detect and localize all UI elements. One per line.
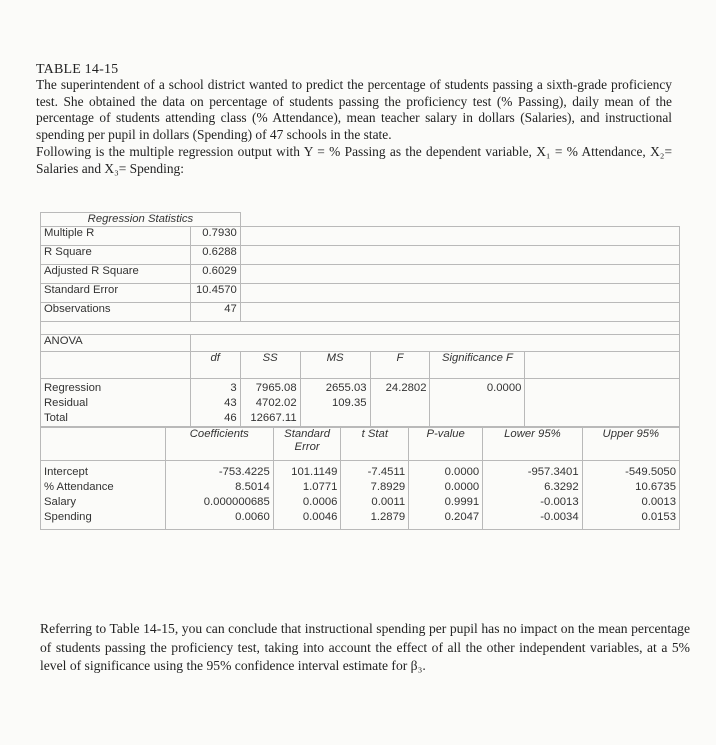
- upper-95-value: 0.0013: [641, 496, 676, 508]
- coef-label: Salary: [44, 496, 77, 508]
- table-row: [41, 303, 680, 322]
- ss-header: SS: [240, 352, 300, 379]
- stat-value: 47: [190, 303, 240, 322]
- table-header-row: [41, 428, 680, 461]
- df-regression: 3: [230, 382, 237, 394]
- upper-95-header: Upper 95%: [582, 428, 679, 461]
- table-row: [41, 335, 680, 352]
- anova-title: ANOVA: [41, 335, 191, 352]
- coef-label: Spending: [44, 511, 92, 523]
- ss-residual: 4702.02: [255, 397, 297, 409]
- t-value: 0.0011: [371, 496, 406, 508]
- f-value: 24.2802: [385, 382, 427, 394]
- problem-description: [36, 77, 672, 177]
- stat-value: 0.7930: [190, 227, 240, 246]
- ms-header: MS: [300, 352, 370, 379]
- stat-label: Adjusted R Square: [41, 265, 191, 284]
- upper-95-value: -549.5050: [625, 466, 676, 478]
- df-total: 46: [224, 412, 237, 424]
- upper-95-value: 10.6735: [635, 481, 676, 493]
- lower-95-value: 6.3292: [544, 481, 579, 493]
- t-value: -7.4511: [367, 466, 406, 478]
- regression-statistics-table: [40, 212, 680, 322]
- stat-label: R Square: [41, 246, 191, 265]
- p-value: 0.9991: [444, 496, 480, 508]
- se-value: 0.0046: [302, 511, 338, 523]
- table-row: [41, 227, 680, 246]
- ms-residual: 109.35: [331, 397, 367, 409]
- t-value: 7.8929: [370, 481, 406, 493]
- table-header-row: [41, 352, 680, 379]
- se-value: 1.0771: [302, 481, 338, 493]
- coef-value: 0.000000685: [203, 496, 270, 508]
- ms-regression: 2655.03: [325, 382, 367, 394]
- coef-label: % Attendance: [44, 481, 114, 493]
- table-row: [41, 461, 680, 530]
- coefficients-header: Coefficients: [165, 428, 273, 461]
- coef-value: 0.0060: [235, 511, 270, 523]
- coef-label: Intercept: [44, 466, 88, 478]
- df-residual: 43: [224, 397, 237, 409]
- table-heading: TABLE 14-15: [36, 62, 119, 77]
- lower-95-value: -0.0013: [540, 496, 579, 508]
- regression-output: [40, 212, 680, 530]
- p-value-header: P-value: [409, 428, 483, 461]
- conclusion-paragraph: Referring to Table 14-15, you can conclude that instructional spending per pupil has no impact on the mean percentage of students passing the proficiency test, taking into account the effect of all the other independent variables, at a 5% level of significance using the 95% confidence interval estimate for β₃.: [40, 621, 690, 674]
- upper-95-value: 0.0153: [641, 511, 676, 523]
- stat-label: Multiple R: [41, 227, 191, 246]
- coef-value: 8.5014: [235, 481, 270, 493]
- standard-error-header: Standard Error: [273, 428, 341, 461]
- ss-regression: 7965.08: [255, 382, 297, 394]
- row-label-regression: Regression: [44, 382, 102, 394]
- stat-value: 0.6288: [190, 246, 240, 265]
- lower-95-header: Lower 95%: [483, 428, 582, 461]
- stat-label: Standard Error: [41, 284, 191, 303]
- f-header: F: [370, 352, 430, 379]
- regression-statistics-title: Regression Statistics: [41, 213, 241, 227]
- significance-f-header: Significance F: [430, 352, 525, 379]
- question-text: [40, 620, 690, 676]
- intro-paragraph: The superintendent of a school district wanted to predict the percentage of students passing a sixth-grade proficiency test. She obtained the data on percentage of students passing the proficiency test (% Passing), daily mean of the percentage of students attending class (% Attendance), mean teacher salary in dollars (Salaries), and instructional spending per pupil in dollars (Spending) of 47 schools in the state.: [36, 77, 672, 143]
- lower-95-value: -0.0034: [540, 511, 579, 523]
- t-value: 1.2879: [370, 511, 406, 523]
- lower-95-value: -957.3401: [527, 466, 579, 478]
- stat-label: Observations: [41, 303, 191, 322]
- setup-paragraph: Following is the multiple regression output with Y = % Passing as the dependent variable, X₁ = % Attendance, X₂= Salaries and X₃= Spending:: [36, 143, 672, 176]
- se-value: 0.0006: [302, 496, 338, 508]
- df-header: df: [190, 352, 240, 379]
- significance-f-value: 0.0000: [486, 382, 522, 394]
- t-stat-header: t Stat: [341, 428, 409, 461]
- anova-table: [40, 322, 680, 427]
- table-row: [41, 246, 680, 265]
- se-value: 101.1149: [291, 466, 338, 478]
- coefficients-table: [40, 427, 680, 530]
- table-row: [41, 265, 680, 284]
- p-value: 0.2047: [444, 511, 480, 523]
- table-row: [41, 379, 680, 427]
- stat-value: 10.4570: [190, 284, 240, 303]
- p-value: 0.0000: [444, 466, 480, 478]
- stat-value: 0.6029: [190, 265, 240, 284]
- row-label-total: Total: [44, 412, 68, 424]
- table-row: [41, 284, 680, 303]
- p-value: 0.0000: [444, 481, 480, 493]
- row-label-residual: Residual: [44, 397, 88, 409]
- coef-value: -753.4225: [218, 466, 270, 478]
- ss-total: 12667.11: [250, 412, 297, 424]
